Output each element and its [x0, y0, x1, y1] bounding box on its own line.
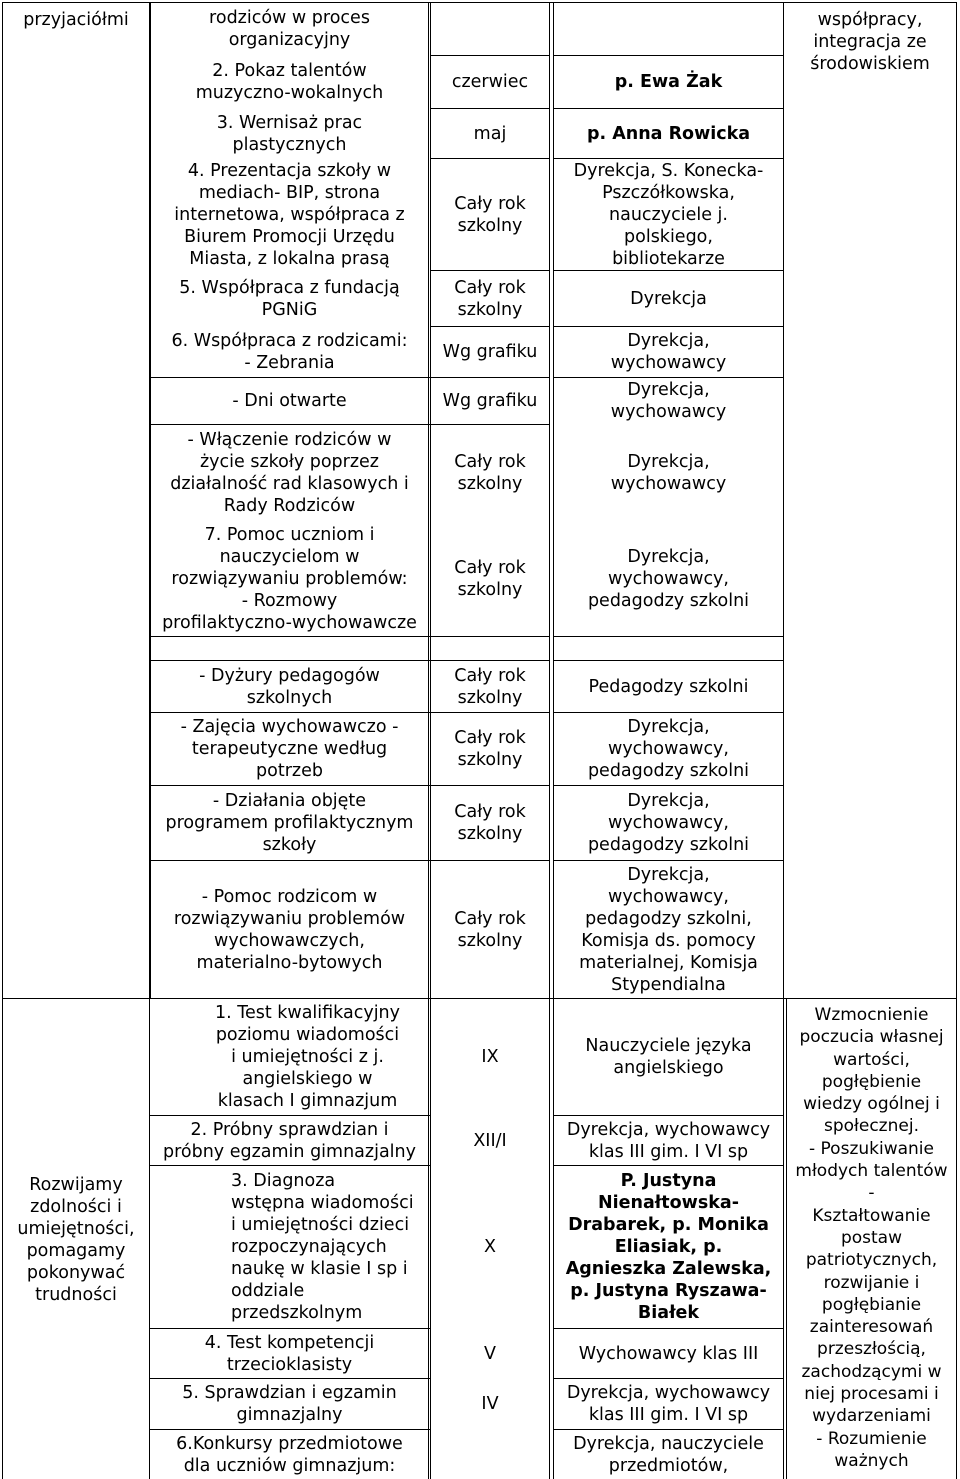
date-cell [431, 661, 549, 712]
responsible-cell [554, 786, 783, 860]
date-cell [431, 1329, 549, 1378]
task-cell [151, 1329, 428, 1378]
task-text: - Dni otwarte [232, 391, 347, 411]
date-text: IV [481, 1394, 499, 1414]
responsible-cell [554, 861, 783, 998]
responsible-text: Dyrekcja, wychowawcy [610, 380, 727, 422]
task-text: 6. Współpraca z rodzicami: - Zebrania [171, 331, 408, 373]
date-cell [431, 159, 549, 270]
goal-text: przyjaciółmi [23, 10, 129, 30]
task-text: 3. Wernisaż prac plastycznych [216, 112, 363, 155]
date-text: Wg grafiku [442, 342, 538, 362]
task-text: - Zajęcia wychowawczo - terapeutyczne według potrzeb [180, 717, 399, 781]
task-text: 5. Współpraca z fundacją PGNiG [179, 277, 400, 320]
responsible-text: Dyrekcja, wychowawcy, pedagodzy szkolni [587, 717, 750, 781]
date-text: XII/I [473, 1130, 507, 1151]
task-text: 2. Pokaz talentów muzyczno-wokalnych [195, 61, 384, 103]
responsible-cell [554, 327, 783, 377]
task-text: 4. Test kompetencji trzecioklasisty [204, 1332, 375, 1375]
task-cell [151, 999, 428, 1115]
task-text: - Pomoc rodzicom w rozwiązywaniu problemów wychowawczych, materialno-bytowych [173, 886, 406, 973]
date-text: Wg grafiku [442, 391, 538, 411]
responsible-cell [554, 521, 783, 636]
date-cell [431, 378, 549, 424]
responsible-cell [554, 378, 783, 424]
task-cell [151, 1379, 428, 1429]
responsible-text: Dyrekcja, wychowawcy [610, 452, 727, 494]
date-cell [431, 999, 549, 1115]
task-text: - Działania objęte programem profilaktycznym szkoły [165, 791, 414, 855]
responsible-cell [554, 271, 783, 326]
responsible-text: Nauczyciele języka angielskiego [585, 1036, 752, 1078]
date-text: Cały rok szkolny [454, 728, 526, 770]
task-text: 7. Pomoc uczniom i nauczycielom w rozwiązywaniu problemów: - Rozmowy profilaktyczno-wychowawcze [162, 524, 417, 633]
date-cell [431, 327, 549, 377]
responsible-text: Dyrekcja, nauczyciele przedmiotów, [573, 1434, 764, 1476]
responsible-cell [554, 1166, 783, 1328]
grid-line [2, 998, 150, 999]
task-cell [151, 159, 428, 270]
grid-line [783, 2, 784, 1479]
task-cell [151, 786, 428, 860]
task-cell [151, 425, 428, 521]
responsible-cell [554, 1116, 783, 1165]
responsible-cell [554, 1430, 783, 1479]
responsible-text: Pedagodzy szkolni [588, 676, 749, 697]
date-cell [431, 109, 549, 158]
date-text: Cały rok szkolny [454, 452, 526, 494]
task-text: 5. Sprawdzian i egzamin gimnazjalny [182, 1383, 397, 1425]
grid-line [549, 2, 550, 1479]
grid-line [553, 636, 784, 637]
responsible-text: Dyrekcja, S. Konecka- Pszczółkowska, nauczyciele j. polskiego, bibliotekarze [573, 160, 764, 269]
task-cell [151, 378, 428, 424]
date-text: Cały rok szkolny [454, 193, 526, 236]
task-cell [151, 271, 428, 326]
responsible-text: Dyrekcja, wychowawcy klas III gim. I VI sp [566, 1119, 771, 1162]
responsible-cell [554, 1379, 783, 1429]
responsible-text: Dyrekcja, wychowawcy klas III gim. I VI sp [566, 1383, 771, 1425]
date-cell [431, 1379, 549, 1429]
responsible-cell [554, 109, 783, 158]
responsible-cell [554, 1329, 783, 1378]
task-text: 3. Diagnoza wstępna wiadomości i umiejętności dzieci rozpoczynających naukę w klasie I sp i oddziale przedszkolnym [231, 1171, 414, 1323]
task-cell [151, 1116, 428, 1165]
goal-text: Rozwijamy zdolności i umiejętności, pomagamy pokonywać trudności [17, 1174, 135, 1305]
task-cell [151, 56, 428, 108]
responsible-text: p. Anna Rowicka [586, 123, 751, 144]
date-text: X [484, 1237, 496, 1257]
date-text: V [484, 1343, 496, 1364]
date-text: Cały rok szkolny [454, 665, 526, 708]
date-text: Cały rok szkolny [454, 557, 526, 600]
date-cell [431, 425, 549, 521]
task-text: 6.Konkursy przedmiotowe dla uczniów gimnazjum: [176, 1434, 403, 1476]
task-cell [151, 327, 428, 377]
effect-text: współpracy, integracja ze środowiskiem [810, 10, 930, 74]
responsible-text: p. Ewa Żak [614, 72, 723, 92]
responsible-text: P. Justyna Nienałtowska- Drabarek, p. Monika Eliasiak, p. Agnieszka Zalewska, p. Justyna Ryszawa- Białek [565, 1171, 772, 1323]
responsible-cell [554, 661, 783, 712]
task-cell [151, 861, 428, 998]
date-cell [431, 786, 549, 860]
responsible-text: Dyrekcja, wychowawcy, pedagodzy szkolni, Komisja ds. pomocy materialnej, Komisja Stypendialna [579, 864, 758, 995]
effect-text: Wzmocnienie poczucia własnej wartości, pogłębienie wiedzy ogólnej i społecznej. - Poszukiwanie młodych talentów - Kształtowanie postaw patriotycznych, rozwijanie i pogłębianie zainteresowań przeszłością, zachodzącymi w niej procesami i wydarzeniami - Rozumienie ważnych [795, 1005, 948, 1471]
responsible-cell [554, 425, 783, 521]
date-text: czerwiec [451, 72, 529, 92]
date-cell [431, 713, 549, 785]
grid-line [428, 2, 429, 1479]
task-cell [151, 713, 428, 785]
date-text: maj [473, 123, 507, 144]
grid-line [150, 636, 550, 637]
date-cell [431, 271, 549, 326]
task-text: 4. Prezentacja szkoły w mediach- BIP, strona internetowa, współpraca z Biurem Promocji Urzędu Miasta, z lokalna prasą [174, 160, 405, 269]
responsible-cell [554, 999, 783, 1115]
grid-line [956, 2, 957, 1479]
responsible-cell [554, 56, 783, 108]
goal-cell [3, 3, 149, 63]
date-text: Cały rok szkolny [454, 277, 526, 320]
date-text: Cały rok szkolny [454, 908, 526, 951]
date-cell [431, 861, 549, 998]
date-cell [431, 56, 549, 108]
task-cell [151, 1430, 428, 1479]
responsible-text: Dyrekcja, wychowawcy, pedagodzy szkolni [587, 791, 750, 855]
grid-line [783, 998, 957, 999]
task-text: 2. Próbny sprawdzian i próbny egzamin gimnazjalny [162, 1119, 416, 1162]
responsible-text: Wychowawcy klas III [578, 1343, 759, 1364]
responsible-cell [554, 159, 783, 270]
date-cell [431, 1166, 549, 1328]
responsible-cell [554, 713, 783, 785]
date-text: IX [481, 1047, 499, 1067]
effect-cell [784, 3, 956, 93]
task-cell [151, 3, 428, 55]
task-cell [151, 1166, 428, 1328]
task-text: - Włączenie rodziców w życie szkoły poprzez działalność rad klasowych i Rady Rodziców [170, 430, 409, 516]
task-text: 1. Test kwalifikacyjny poziomu wiadomości i umiejętności z j. angielskiego w klasach I gimnazjum [214, 1003, 401, 1111]
task-cell [151, 109, 428, 158]
task-cell [151, 661, 428, 712]
effect-cell [787, 1004, 956, 1479]
date-cell [431, 1116, 549, 1165]
date-cell [431, 521, 549, 636]
task-text: - Dyżury pedagogów szkolnych [199, 665, 380, 708]
responsible-text: Dyrekcja, wychowawcy, pedagodzy szkolni [587, 546, 750, 611]
task-cell [151, 521, 428, 636]
responsible-text: Dyrekcja, wychowawcy [610, 331, 727, 373]
responsible-text: Dyrekcja [630, 288, 707, 309]
date-text: Cały rok szkolny [454, 802, 526, 844]
task-text: rodziców w proces organizacyjny [209, 8, 370, 50]
goal-cell [3, 1000, 149, 1479]
